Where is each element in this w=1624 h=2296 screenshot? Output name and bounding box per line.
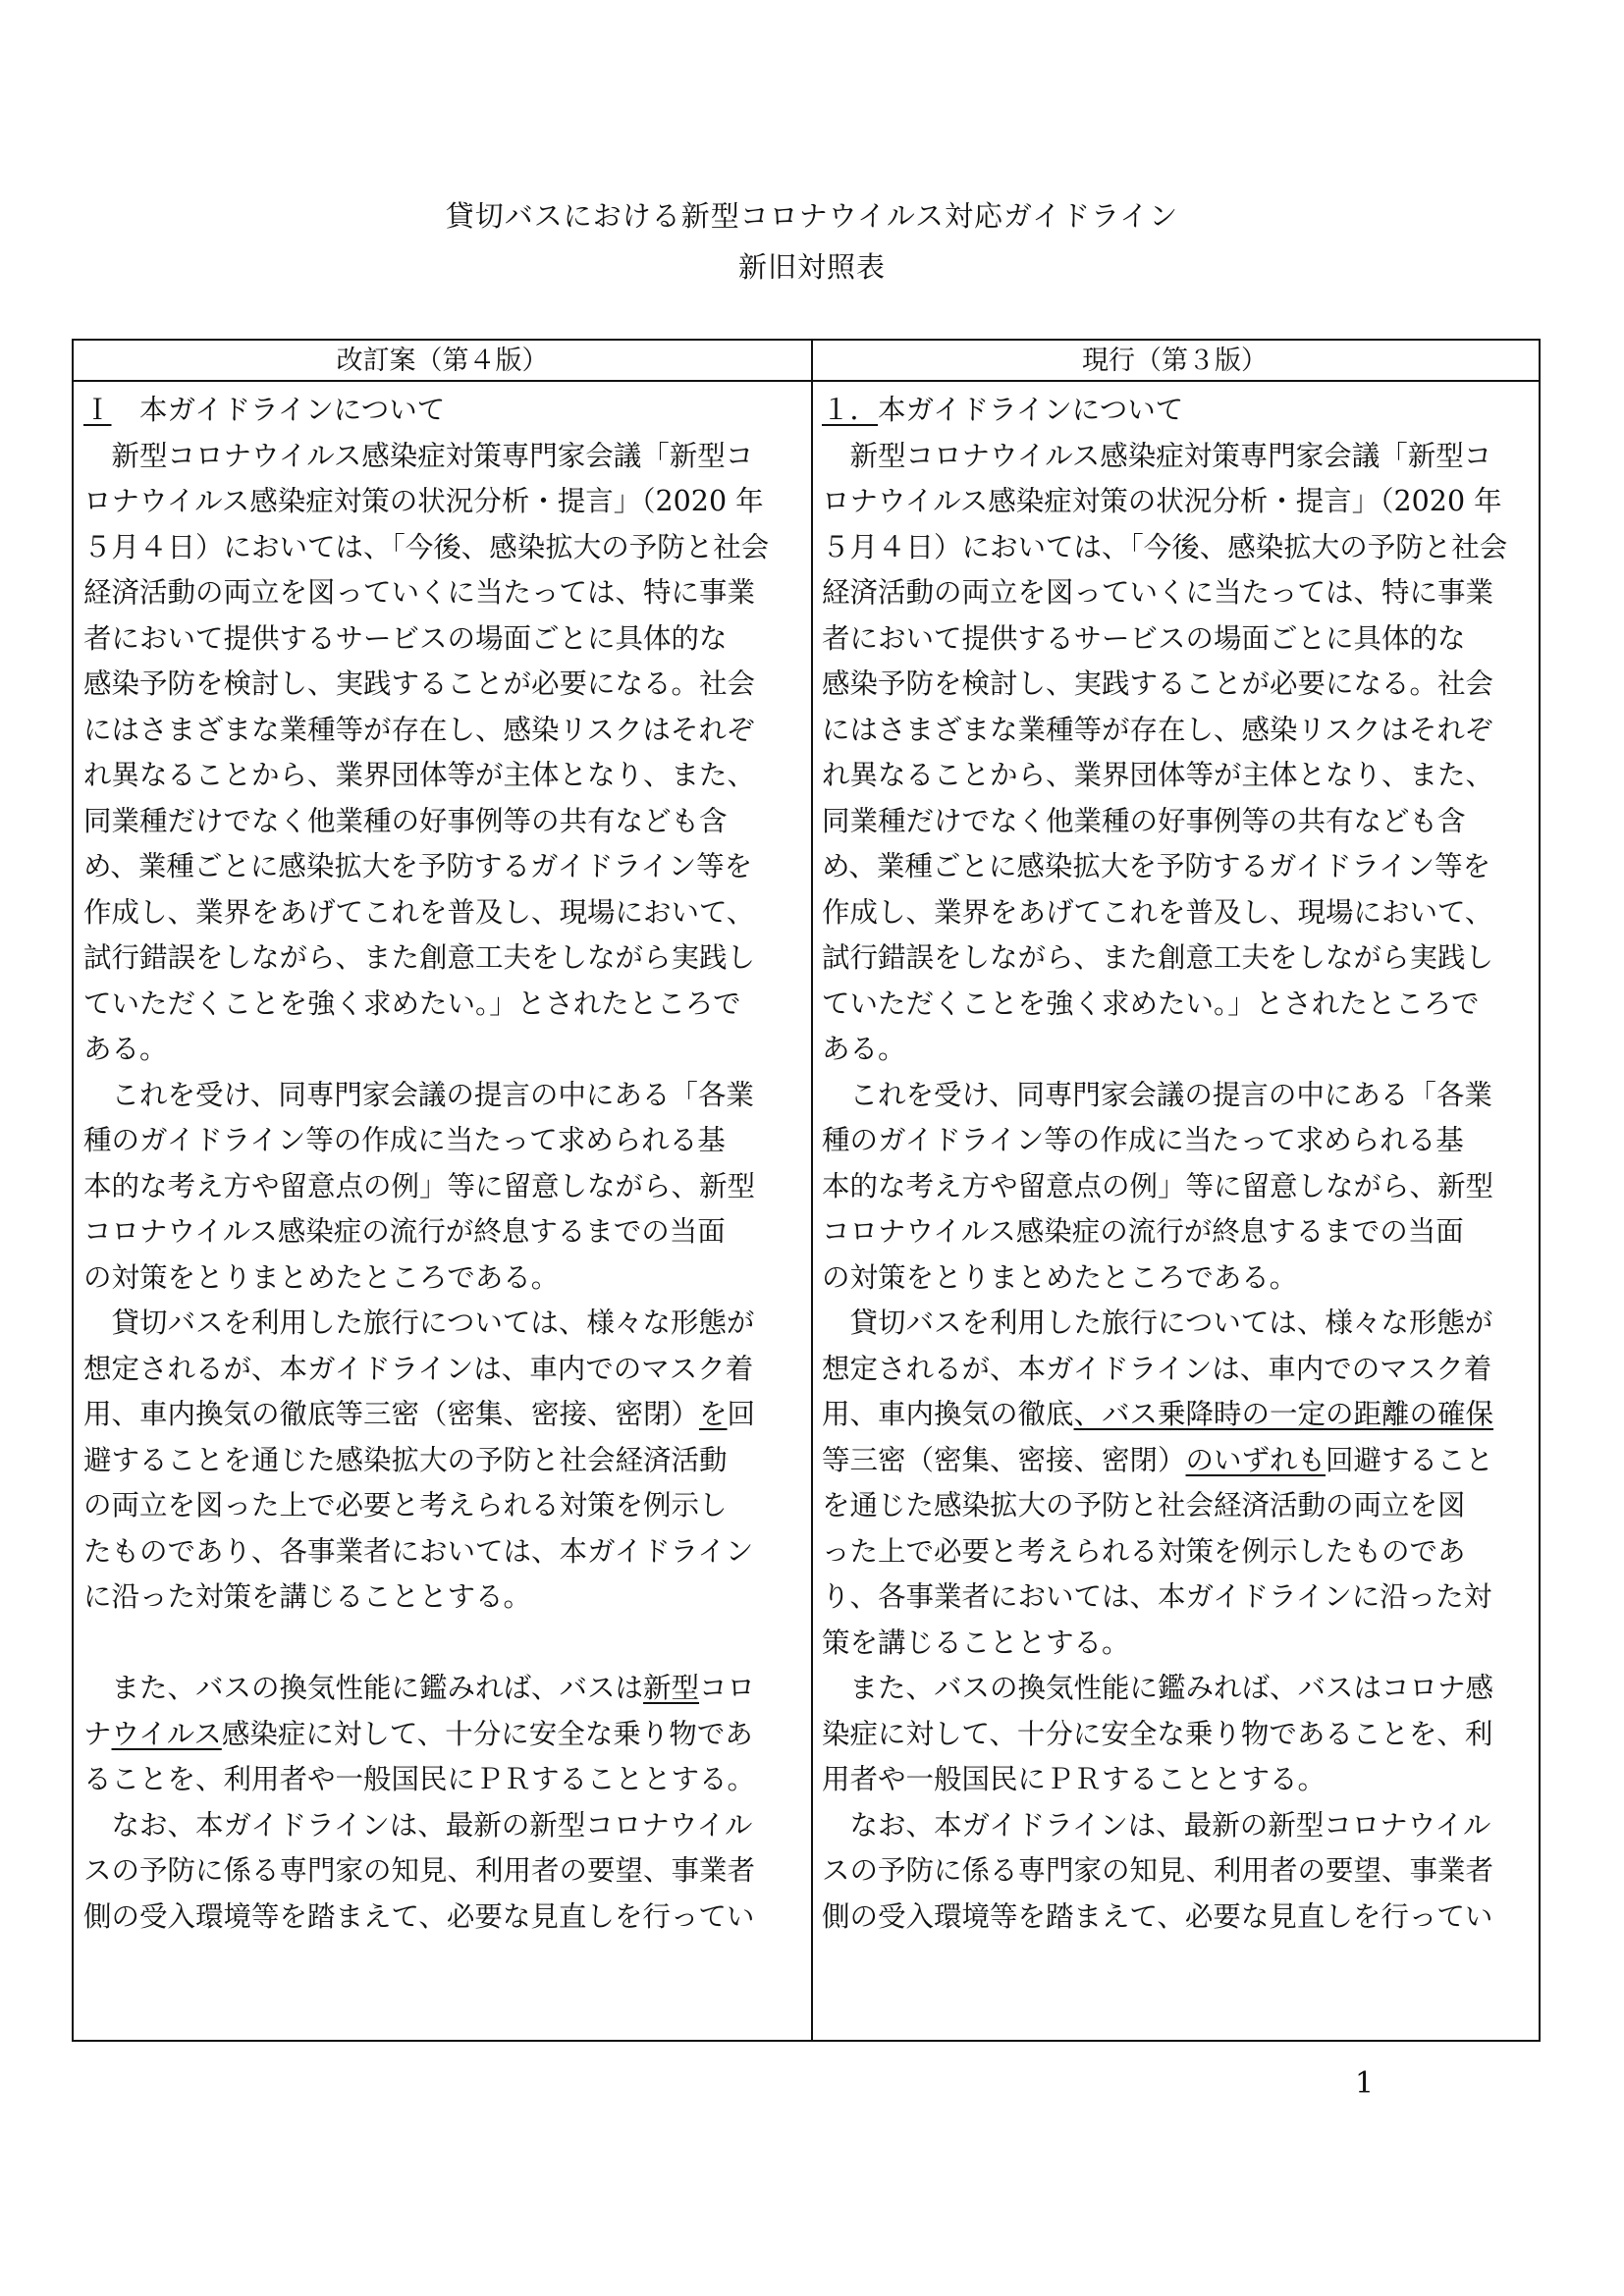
text-segment: ていただくことを強く求めたい。」とされたところで: [822, 987, 1480, 1020]
text-segment: 回避すること: [1326, 1443, 1494, 1476]
text-segment: の対策をとりまとめたところである。: [83, 1260, 560, 1294]
text-segment: の両立を図った上で必要と考えられる対策を例示し: [83, 1489, 728, 1522]
revised-text-line: [83, 570, 805, 616]
revised-text-line: [83, 708, 805, 754]
text-segment: 感染予防を検討し、実践することが必要になる。社会: [83, 667, 756, 700]
text-segment: なお、本ガイドラインは、最新の新型コロナウイル: [83, 1808, 753, 1842]
current-text-line: [822, 1118, 1534, 1164]
underlined-change: １．: [822, 394, 879, 426]
revised-text-column: [83, 388, 805, 1940]
text-segment: ていただくことを強く求めたい。」とされたところで: [83, 987, 741, 1020]
current-text-line: [822, 1164, 1534, 1210]
current-text-line: [822, 662, 1534, 708]
underlined-change: ウイルス: [111, 1717, 222, 1750]
current-text-line: [822, 1483, 1534, 1529]
text-segment: 同業種だけでなく他業種の好事例等の共有なども含: [83, 804, 728, 837]
text-segment: を通じた感染拡大の予防と社会経済活動の両立を図: [822, 1489, 1466, 1522]
current-text-line: [822, 570, 1534, 616]
text-segment: った上で必要と考えられる対策を例示したものであ: [822, 1534, 1466, 1568]
document-subtitle: 新旧対照表: [737, 250, 886, 284]
revised-text-line: [83, 1255, 805, 1302]
text-segment: 本ガイドラインについて: [878, 394, 1184, 426]
text-segment: ナ: [83, 1717, 112, 1750]
revised-text-line: [83, 1301, 805, 1347]
text-segment: また、バスの換気性能に鑑みれば、バスは: [83, 1672, 644, 1704]
revised-text-line: [83, 1757, 805, 1803]
text-segment: また、バスの換気性能に鑑みれば、バスはコロナ感: [822, 1672, 1494, 1704]
text-segment: 試行錯誤をしながら、また創意工夫をしながら実践し: [83, 941, 756, 974]
revised-text-line: [83, 1895, 805, 1941]
text-segment: 貸切バスを利用した旅行については、様々な形態が: [83, 1307, 755, 1339]
text-segment: 染症に対して、十分に安全な乗り物であることを、利: [822, 1717, 1493, 1750]
page-number: 1: [1355, 2066, 1375, 2101]
current-text-line: [822, 1027, 1534, 1073]
current-text-line: [822, 1347, 1534, 1393]
revised-text-line: [83, 844, 805, 890]
text-segment: れ異なることから、業界団体等が主体となり、また、: [822, 759, 1494, 791]
text-segment: 新型コロナウイルス感染症対策専門家会議「新型コ: [83, 439, 754, 472]
text-segment: 者において提供するサービスの場面ごとに具体的な: [822, 621, 1466, 655]
text-segment: にはさまざまな業種等が存在し、感染リスクはそれぞ: [83, 713, 755, 746]
current-text-line: [822, 1301, 1534, 1347]
text-segment: 経済活動の両立を図っていくに当たっては、特に事業: [83, 576, 756, 609]
text-segment: 種のガイドライン等の作成に当たって求められる基: [822, 1124, 1464, 1156]
text-segment: 本的な考え方や留意点の例」等に留意しながら、新型: [83, 1169, 756, 1202]
revised-text-line: [83, 1209, 805, 1255]
text-segment: 貸切バスを利用した旅行については、様々な形態が: [822, 1307, 1493, 1339]
current-text-line: [822, 844, 1534, 890]
comparison-table: [72, 339, 1541, 2042]
text-segment: 種のガイドライン等の作成に当たって求められる基: [83, 1124, 726, 1156]
text-segment: スの予防に係る専門家の知見、利用者の要望、事業者: [822, 1854, 1494, 1887]
text-segment: 避することを通じた感染拡大の予防と社会経済活動: [83, 1443, 728, 1476]
current-text-line: [822, 1712, 1534, 1758]
revised-text-line: [83, 616, 805, 663]
text-segment: の対策をとりまとめたところである。: [822, 1260, 1298, 1294]
revised-text-line: [83, 1848, 805, 1895]
underlined-change: を: [699, 1398, 728, 1430]
text-segment: 本ガイドラインについて: [111, 394, 446, 426]
current-text-line: [822, 1209, 1534, 1255]
underlined-change: のいずれも: [1185, 1443, 1326, 1476]
text-segment: 感染予防を検討し、実践することが必要になる。社会: [822, 667, 1494, 700]
revised-text-line: [83, 1027, 805, 1073]
revised-text-line: [83, 525, 805, 571]
text-segment: 作成し、業界をあげてこれを普及し、現場において、: [83, 895, 755, 929]
column-divider: [811, 341, 813, 2040]
text-segment: 感染症に対して、十分に安全な乗り物であ: [221, 1717, 753, 1750]
current-text-column: [822, 388, 1534, 1940]
text-segment: たものであり、各事業者においては、本ガイドライン: [83, 1534, 754, 1568]
text-segment: コロナウイルス感染症の流行が終息するまでの当面: [822, 1215, 1464, 1248]
text-segment: にはさまざまな業種等が存在し、感染リスクはそれぞ: [822, 713, 1493, 746]
text-segment: 本的な考え方や留意点の例」等に留意しながら、新型: [822, 1169, 1494, 1202]
text-segment: これを受け、同専門家会議の提言の中にある「各業: [83, 1078, 754, 1111]
current-text-line: [822, 1255, 1534, 1302]
revised-text-line: [83, 1483, 805, 1529]
current-text-line: [822, 616, 1534, 663]
revised-text-line: [83, 1803, 805, 1849]
text-segment: め、業種ごとに感染拡大を予防するガイドライン等を: [83, 850, 753, 882]
text-segment: に沿った対策を講じることとする。: [83, 1580, 532, 1613]
current-text-line: [822, 434, 1534, 480]
current-text-line: [822, 1438, 1534, 1484]
document-title: 貸切バスにおける新型コロナウイルス対応ガイドライン: [445, 199, 1179, 233]
revised-text-line: [83, 1666, 805, 1712]
revised-text-line: [83, 479, 805, 525]
revised-text-line: [83, 1438, 805, 1484]
revised-text-line: [83, 1118, 805, 1164]
text-segment: 策を講じることとする。: [822, 1626, 1130, 1659]
underlined-change: 、バス乗降時の一定の距離の確保: [1073, 1398, 1494, 1430]
text-segment: 経済活動の両立を図っていくに当たっては、特に事業: [822, 576, 1494, 609]
revised-text-line: [83, 1347, 805, 1393]
current-text-line: [822, 1575, 1534, 1621]
text-segment: 等三密（密集、密接、密閉）: [822, 1443, 1186, 1476]
current-text-line: [822, 1848, 1534, 1895]
text-segment: 想定されるが、本ガイドラインは、車内でのマスク着: [822, 1352, 1492, 1385]
header-revised-column: 改訂案（第４版）: [74, 341, 811, 382]
revised-text-line: [83, 890, 805, 936]
text-segment: 側の受入環境等を踏まえて、必要な見直しを行ってい: [83, 1899, 755, 1933]
revised-text-line: [83, 1529, 805, 1575]
current-text-line: [822, 388, 1534, 434]
revised-text-line: [83, 388, 805, 434]
revised-text-line: [83, 1712, 805, 1758]
current-text-line: [822, 1757, 1534, 1803]
revised-text-line: [83, 1392, 805, 1438]
text-segment: 新型コロナウイルス感染症対策専門家会議「新型コ: [822, 439, 1492, 472]
revised-text-line: [83, 1621, 805, 1667]
text-segment: 用者や一般国民にＰＲすることとする。: [822, 1763, 1326, 1795]
text-segment: 試行錯誤をしながら、また創意工夫をしながら実践し: [822, 941, 1494, 974]
current-text-line: [822, 1895, 1534, 1941]
text-segment: ５月４日）においては、「今後、感染拡大の予防と社会: [83, 530, 770, 563]
current-text-line: [822, 479, 1534, 525]
revised-text-line: [83, 434, 805, 480]
text-segment: ある。: [83, 1033, 168, 1065]
revised-text-line: [83, 799, 805, 845]
underlined-change: 新型: [643, 1672, 700, 1704]
text-segment: 作成し、業界をあげてこれを普及し、現場において、: [822, 895, 1493, 929]
text-segment: ロナウイルス感染症対策の状況分析・提言」（2020 年: [83, 485, 764, 517]
text-segment: め、業種ごとに感染拡大を予防するガイドライン等を: [822, 850, 1491, 882]
current-text-line: [822, 753, 1534, 799]
text-segment: スの予防に係る専門家の知見、利用者の要望、事業者: [83, 1854, 756, 1887]
revised-text-line: [83, 1164, 805, 1210]
text-segment: 者において提供するサービスの場面ごとに具体的な: [83, 621, 728, 655]
text-segment: れ異なることから、業界団体等が主体となり、また、: [83, 759, 756, 791]
text-segment: 用、車内換気の徹底: [822, 1398, 1074, 1430]
text-segment: なお、本ガイドラインは、最新の新型コロナウイル: [822, 1808, 1491, 1842]
revised-text-line: [83, 982, 805, 1028]
revised-text-line: [83, 935, 805, 982]
current-text-line: [822, 935, 1534, 982]
revised-text-line: [83, 1073, 805, 1119]
current-text-line: [822, 1073, 1534, 1119]
current-text-line: [822, 1529, 1534, 1575]
current-text-line: [822, 708, 1534, 754]
current-text-line: [822, 799, 1534, 845]
underlined-change: Ｉ: [83, 394, 112, 426]
text-segment: コロ: [699, 1672, 756, 1704]
text-segment: ロナウイルス感染症対策の状況分析・提言」（2020 年: [822, 485, 1502, 517]
current-text-line: [822, 890, 1534, 936]
text-segment: これを受け、同専門家会議の提言の中にある「各業: [822, 1078, 1492, 1111]
revised-text-line: [83, 753, 805, 799]
text-segment: ある。: [822, 1033, 906, 1065]
text-segment: 想定されるが、本ガイドラインは、車内でのマスク着: [83, 1352, 754, 1385]
revised-text-line: [83, 662, 805, 708]
current-text-line: [822, 1621, 1534, 1667]
text-segment: 回: [727, 1398, 756, 1430]
current-text-line: [822, 1392, 1534, 1438]
text-segment: り、各事業者においては、本ガイドラインに沿った対: [822, 1580, 1492, 1613]
text-segment: 同業種だけでなく他業種の好事例等の共有なども含: [822, 804, 1466, 837]
text-segment: ５月４日）においては、「今後、感染拡大の予防と社会: [822, 530, 1508, 563]
header-current-column: 現行（第３版）: [811, 341, 1539, 382]
current-text-line: [822, 525, 1534, 571]
text-segment: 側の受入環境等を踏まえて、必要な見直しを行ってい: [822, 1899, 1493, 1933]
text-segment: コロナウイルス感染症の流行が終息するまでの当面: [83, 1215, 726, 1248]
current-text-line: [822, 982, 1534, 1028]
text-segment: ることを、利用者や一般国民にＰＲすることとする。: [83, 1763, 756, 1795]
current-text-line: [822, 1803, 1534, 1849]
text-segment: 用、車内換気の徹底等三密（密集、密接、密閉）: [83, 1398, 700, 1430]
revised-text-line: [83, 1575, 805, 1621]
current-text-line: [822, 1666, 1534, 1712]
